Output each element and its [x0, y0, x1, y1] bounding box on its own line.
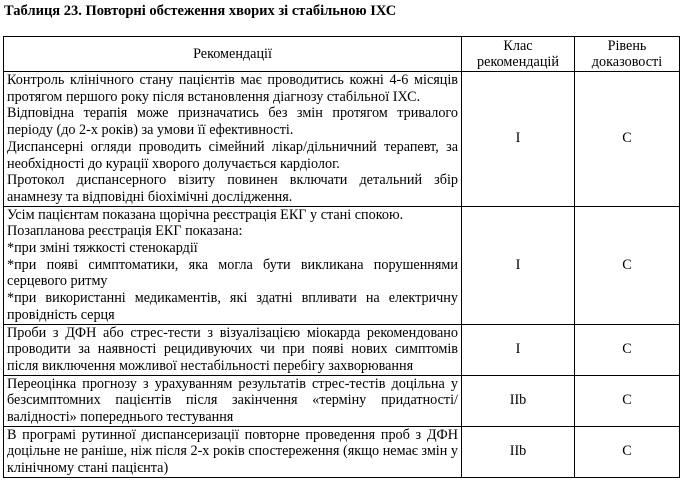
header-level: Рівень доказовості: [575, 37, 680, 72]
level-cell: C: [575, 375, 680, 426]
recommendation-cell: [4, 324, 462, 375]
recommendation-cell: [4, 72, 462, 207]
recommendation-paragraph: *при зміні тяжкості стенокардії: [7, 240, 198, 257]
recommendation-paragraph: Переоцінка прогнозу з урахуванням результатів стрес-тестів доцільна у безсимптомних пацієнтів після закінчення «терміну придатності/валідності» попереднього тестування: [7, 375, 458, 426]
class-cell: I: [462, 72, 575, 207]
class-cell: I: [462, 206, 575, 324]
table-row: [4, 72, 680, 207]
level-cell: C: [575, 324, 680, 375]
table-row: [4, 375, 680, 426]
recommendation-paragraph: Диспансерні огляди проводить сімейний лікар/дільничний терапевт, за необхідності до курації хворого долучається кардіолог.: [7, 138, 458, 172]
recommendation-paragraph: Контроль клінічного стану пацієнтів має проводитись кожні 4-6 місяців протягом першого року після встановлення діагнозу стабільної ІХС.: [7, 72, 458, 105]
recommendations-table: [3, 36, 680, 478]
table-row: [4, 206, 680, 324]
recommendation-paragraph: Проби з ДФН або стрес-тести з візуалізацією міокарда рекомендовано проводити за наявності рецидивуючих чи при появі нових симптомів після виключення можливої нестабільності перебігу захворювання: [7, 324, 458, 374]
class-cell: IIb: [462, 426, 575, 477]
table-row: [4, 426, 680, 477]
header-recommendations: Рекомендації: [4, 37, 462, 72]
header-row: [4, 37, 680, 72]
level-cell: C: [575, 72, 680, 207]
recommendation-paragraph: *при використанні медикаментів, які здатні впливати на електричну провідність серця: [7, 290, 458, 323]
recommendation-paragraph: Відповідна терапія може призначатись без змін протягом тривалого періоду (до 2-х років) за умови її ефективності.: [7, 105, 458, 139]
recommendation-cell: [4, 375, 462, 426]
recommendation-paragraph: Позапланова реєстрація ЕКГ показана:: [7, 223, 243, 240]
table-title: Таблиця 23. Повторні обстеження хворих зі стабільною ІХС: [4, 3, 397, 19]
recommendation-paragraph: Протокол диспансерного візиту повинен включати детальний збір анамнезу та відповідні біохімічні дослідження.: [7, 172, 458, 205]
level-cell: C: [575, 206, 680, 324]
class-cell: IIb: [462, 375, 575, 426]
class-cell: I: [462, 324, 575, 375]
level-cell: C: [575, 426, 680, 477]
table-row: [4, 324, 680, 375]
recommendation-paragraph: Усім пацієнтам показана щорічна реєстрація ЕКГ у стані спокою.: [7, 206, 404, 223]
recommendation-paragraph: *при появі симптоматики, яка могла бути викликана порушеннями серцевого ритму: [7, 256, 458, 290]
header-class: Клас рекомендацій: [462, 37, 575, 72]
recommendation-paragraph: В програмі рутинної диспансеризації повторне проведення проб з ДФН доцільне не раніше, ніж після 2-х років спостереження (якщо немає змін у клінічному стані пацієнта): [7, 426, 458, 477]
recommendation-cell: [4, 426, 462, 477]
recommendation-cell: [4, 206, 462, 324]
